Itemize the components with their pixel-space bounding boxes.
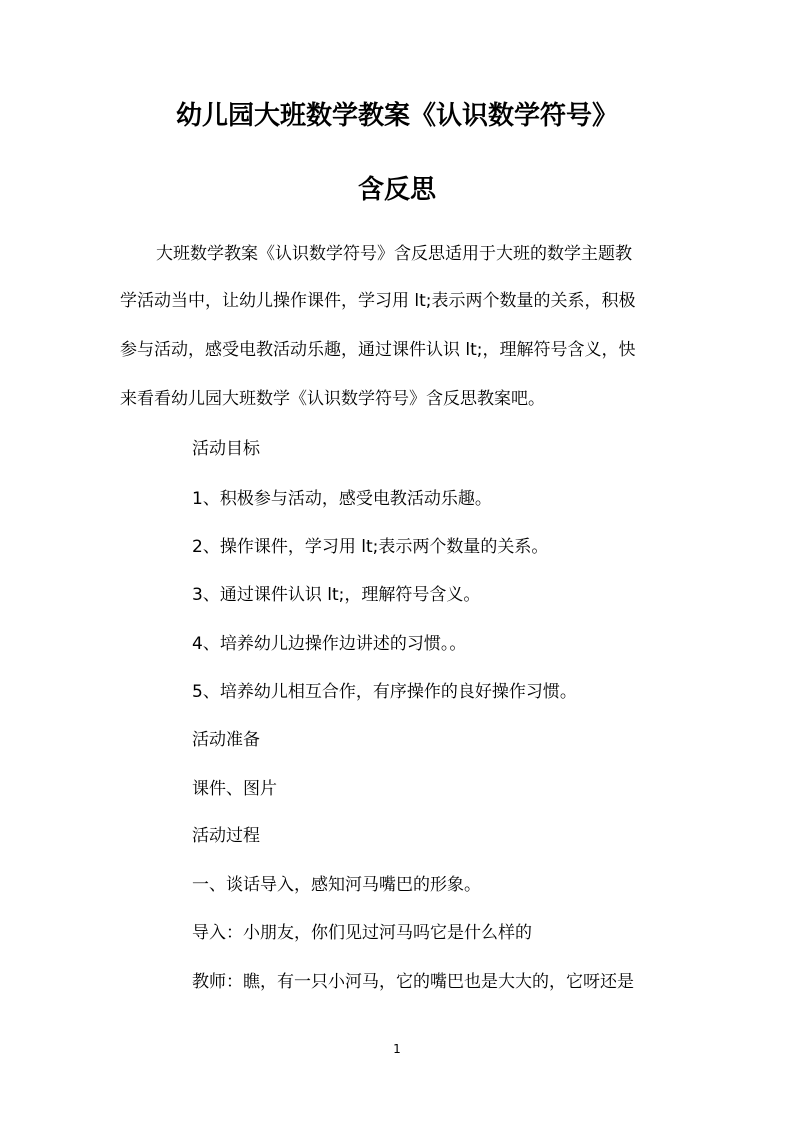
document-title-line-1: 幼儿园大班数学教案《认识数学符号》 [175,101,618,131]
process-teacher-text: 教师：瞧，有一只小河马，它的嘴巴也是大大的，它呀还是 [192,972,634,992]
goal-item-4: 4、培养幼儿边操作边讲述的习惯。。 [192,634,467,654]
section-heading-process: 活动过程 [192,826,260,846]
goal-item-1: 1、积极参与活动，感受电教活动乐趣。 [192,489,492,509]
document-title-line-2: 含反思 [357,175,436,205]
intro-line-3: 参与活动，感受电教活动乐趣，通过课件认识 lt;，理解符号含义，快 [120,340,636,360]
intro-line-4: 来看看幼儿园大班数学《认识数学符号》含反思教案吧。 [120,389,545,409]
goal-item-5: 5、培养幼儿相互合作，有序操作的良好操作习惯。 [192,682,577,702]
section-heading-goals: 活动目标 [192,439,260,459]
process-intro-text: 导入：小朋友，你们见过河马吗它是什么样的 [192,923,532,943]
preparation-item: 课件、图片 [192,779,277,799]
intro-line-2: 学活动当中，让幼儿操作课件，学习用 lt;表示两个数量的关系，积极 [120,291,636,311]
intro-line-1: 大班数学教案《认识数学符号》含反思适用于大班的数学主题教 [156,244,632,264]
section-heading-preparation: 活动准备 [192,730,260,750]
goal-item-2: 2、操作课件，学习用 lt;表示两个数量的关系。 [192,537,549,557]
process-step-1: 一、谈话导入，感知河马嘴巴的形象。 [192,875,481,895]
goal-item-3: 3、通过课件认识 lt;，理解符号含义。 [192,585,481,605]
page-number: 1 [393,1042,401,1056]
